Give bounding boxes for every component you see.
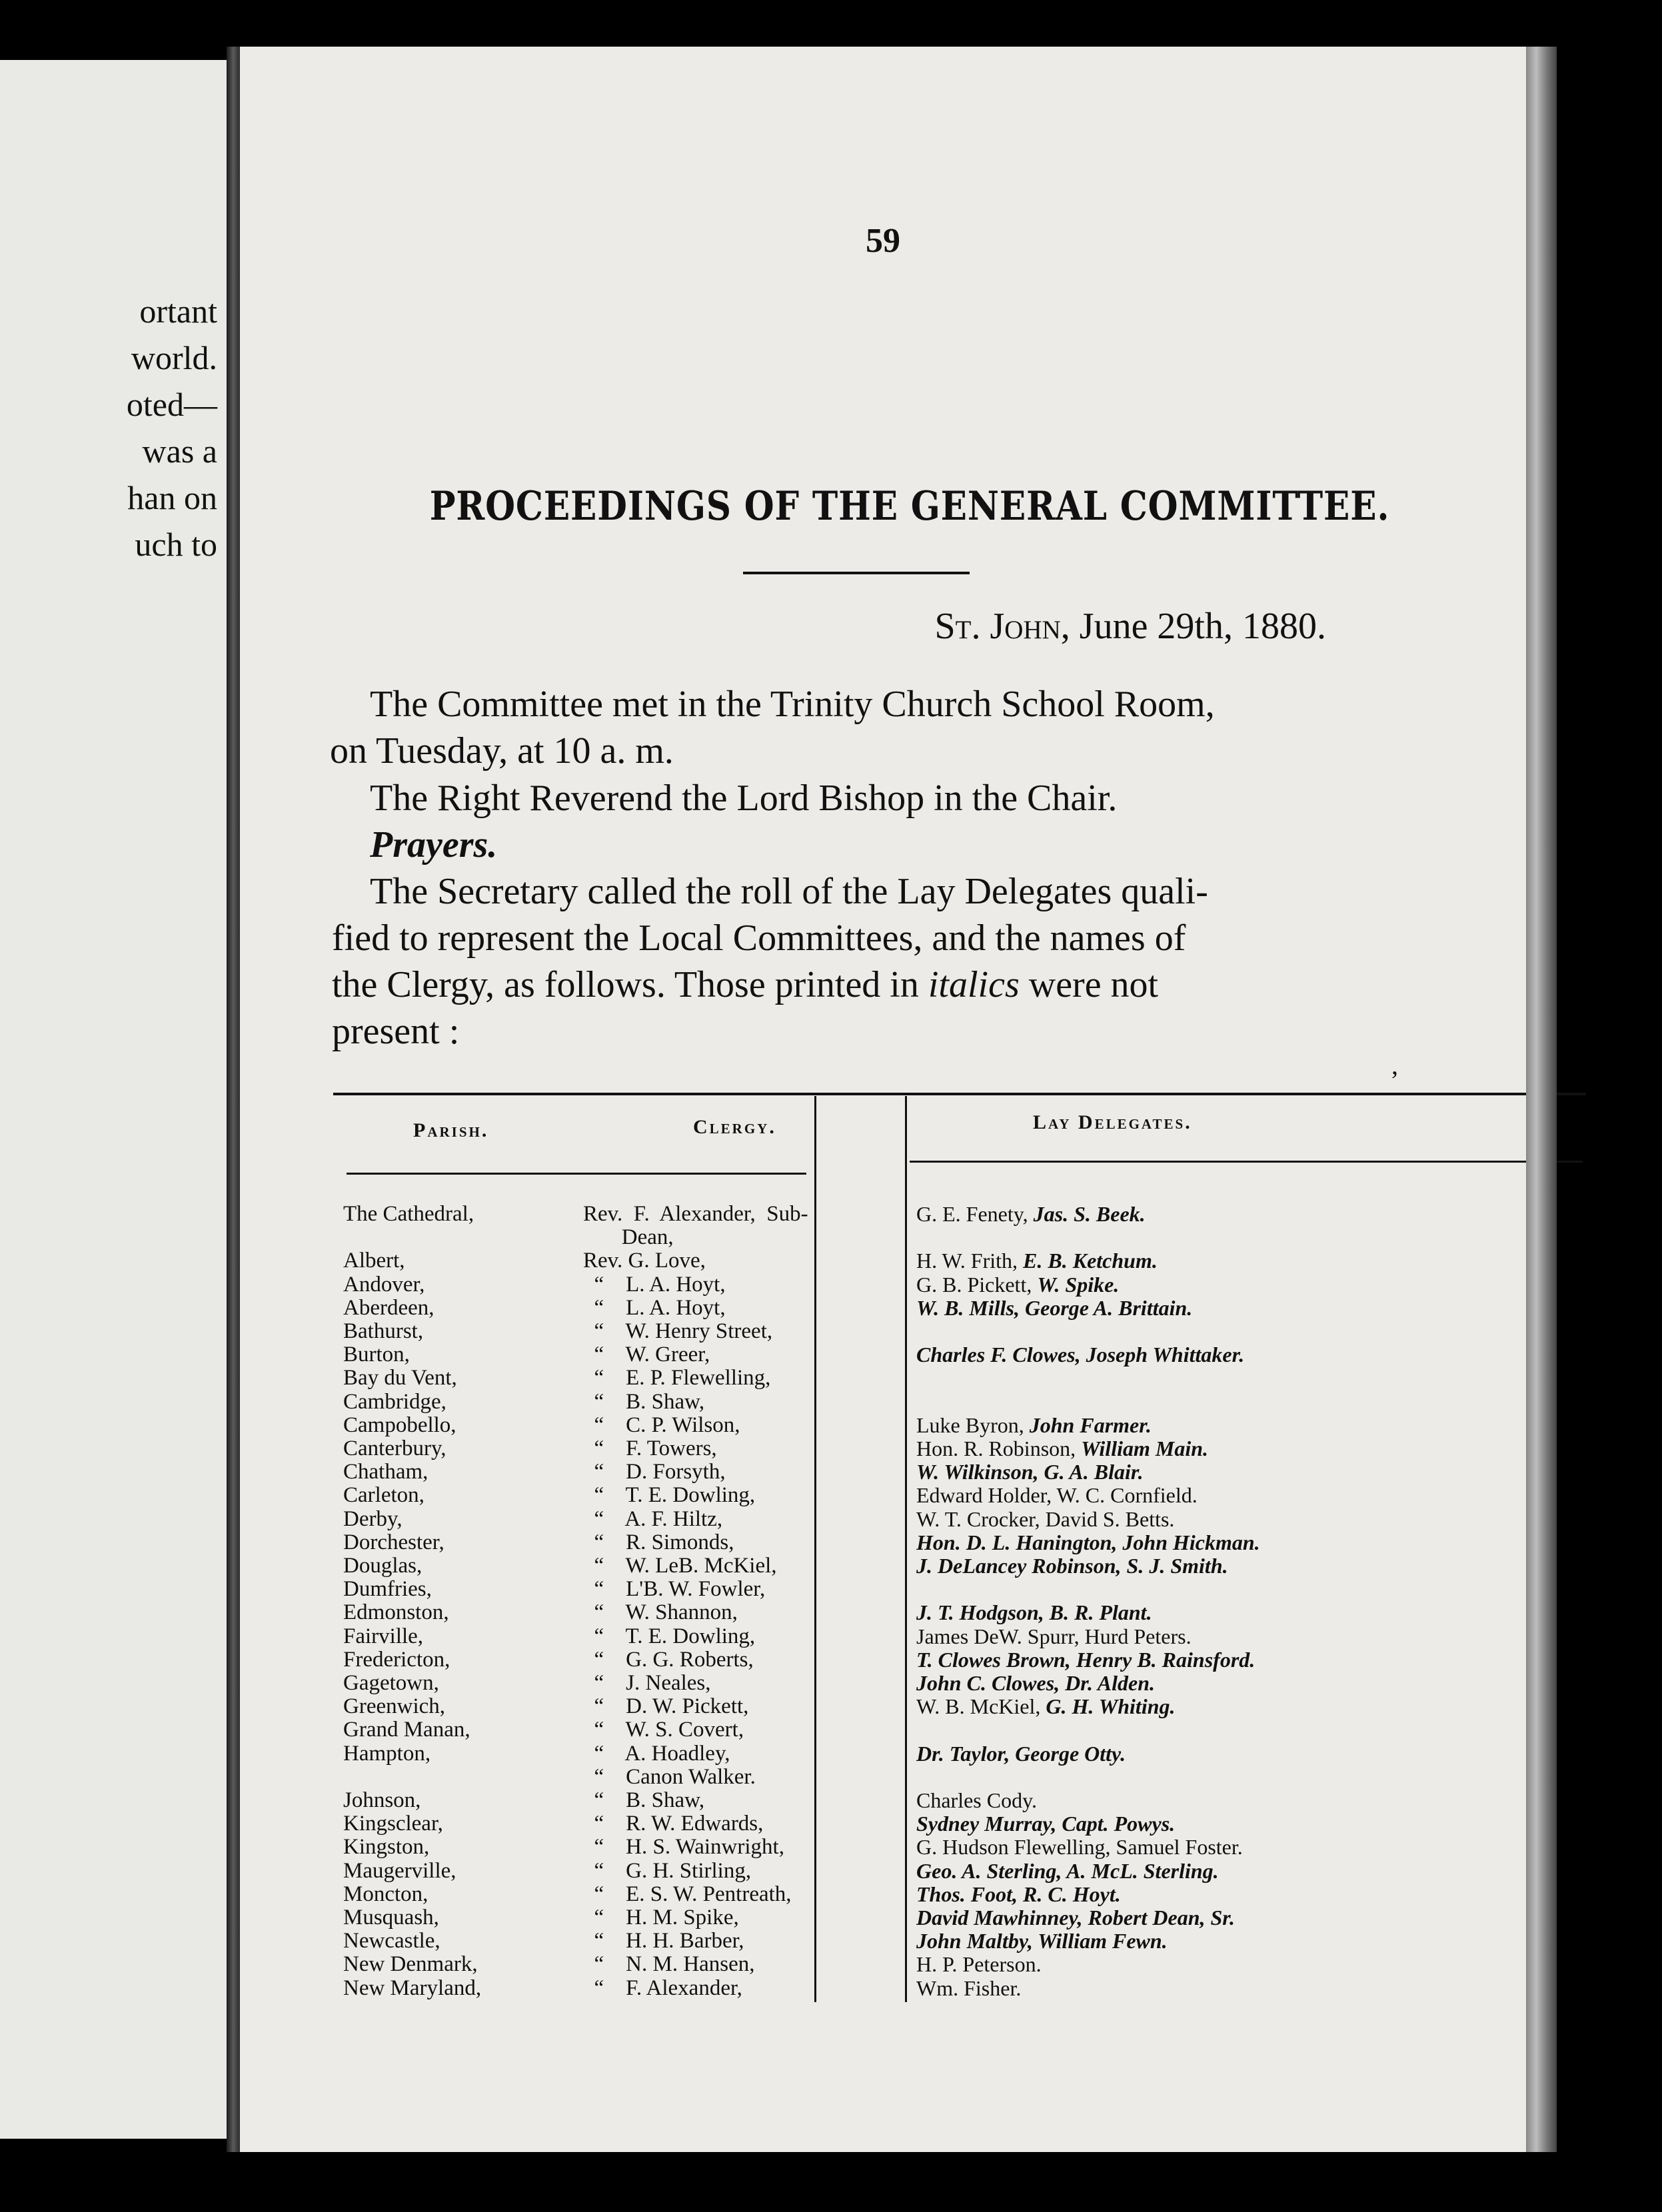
- parish-cell: New Denmark,: [343, 1952, 478, 1976]
- clergy-cell: “ D. Forsyth,: [583, 1460, 726, 1484]
- page-title: PROCEEDINGS OF THE GENERAL COMMITTEE.: [429, 483, 1390, 530]
- clergy-cell: “ A. Hoadley,: [583, 1742, 730, 1766]
- lay-delegate-present: H. W. Frith,: [916, 1249, 1024, 1273]
- lay-delegate-absent: W. B. Mills, George A. Brittain.: [916, 1296, 1193, 1320]
- lay-delegates-cell: [916, 1789, 1037, 1812]
- lay-delegates-cell: [916, 1508, 1174, 1531]
- column-header-lay-delegates: Lay Delegates.: [1033, 1111, 1192, 1133]
- clergy-cell: “ L. A. Hoyt,: [583, 1273, 726, 1297]
- facing-page: [0, 60, 232, 2139]
- parish-cell: Musquash,: [343, 1906, 439, 1930]
- clergy-cell: “ T. E. Dowling,: [583, 1483, 756, 1507]
- parish-cell: Andover,: [343, 1273, 425, 1297]
- lay-delegates-cell: [916, 1860, 1219, 1883]
- lay-delegate-absent: Sydney Murray, Capt. Powys.: [916, 1812, 1176, 1836]
- clergy-cell: “ L'B. W. Fowler,: [583, 1577, 766, 1601]
- clergy-cell: “ A. F. Hiltz,: [583, 1507, 723, 1531]
- lay-delegate-present: G. B. Pickett,: [916, 1273, 1038, 1297]
- lay-delegate-present: Wm. Fisher.: [916, 1976, 1022, 2000]
- lay-delegates-cell: [916, 1648, 1255, 1672]
- lay-delegates-cell: [916, 1249, 1158, 1273]
- clergy-cell: Dean,: [583, 1225, 674, 1249]
- parish-cell: Moncton,: [343, 1882, 428, 1906]
- parish-cell: Maugerville,: [343, 1859, 456, 1883]
- clergy-cell: “ E. P. Flewelling,: [583, 1366, 771, 1390]
- clergy-cell: “ W. Henry Street,: [583, 1319, 773, 1343]
- clergy-cell: “ W. S. Covert,: [583, 1718, 744, 1742]
- parish-cell: Burton,: [343, 1343, 410, 1367]
- lay-delegate-present: Hon. R. Robinson,: [916, 1436, 1082, 1460]
- parish-cell: Greenwich,: [343, 1694, 446, 1718]
- lay-delegate-absent: W. Wilkinson, G. A. Blair.: [916, 1460, 1144, 1484]
- parish-cell: Hampton,: [343, 1742, 431, 1766]
- lay-delegate-absent: J. DeLancey Robinson, S. J. Smith.: [916, 1554, 1228, 1578]
- lay-delegate-present: James DeW. Spurr, Hurd Peters.: [916, 1624, 1192, 1648]
- parish-cell: Albert,: [343, 1249, 405, 1273]
- parish-cell: Johnson,: [343, 1788, 421, 1812]
- parish-cell: Kingsclear,: [343, 1812, 443, 1836]
- clergy-cell: “ B. Shaw,: [583, 1788, 705, 1812]
- parish-cell: Carleton,: [343, 1483, 424, 1507]
- lay-delegates-cell: [916, 1203, 1146, 1226]
- clergy-cell: “ G. H. Stirling,: [583, 1859, 752, 1883]
- parish-cell: Cambridge,: [343, 1390, 446, 1414]
- page-number: 59: [866, 222, 900, 260]
- lay-delegates-cell: [916, 1672, 1155, 1695]
- page-edge: [1526, 47, 1557, 2152]
- lay-delegate-absent: William Main.: [1081, 1436, 1208, 1460]
- facing-text-fragment: oted—: [126, 386, 217, 423]
- parish-cell: Bay du Vent,: [343, 1366, 457, 1390]
- lay-delegates-cell: [916, 1836, 1243, 1859]
- lay-delegates-cell: [916, 1930, 1168, 1953]
- lay-delegate-present: H. P. Peterson.: [916, 1952, 1042, 1976]
- header-rule: [347, 1173, 806, 1175]
- parish-cell: Canterbury,: [343, 1436, 446, 1460]
- column-divider: [814, 1096, 816, 2002]
- clergy-cell: “ C. P. Wilson,: [583, 1413, 740, 1437]
- clergy-cell: “ W. LeB. McKiel,: [583, 1554, 777, 1578]
- facing-text-fragment: uch to: [135, 526, 217, 563]
- lay-delegate-present: W. T. Crocker, David S. Betts.: [916, 1507, 1175, 1531]
- book-gutter: [227, 47, 240, 2152]
- parish-cell: Grand Manan,: [343, 1718, 470, 1742]
- facing-text-fragment: ortant: [139, 292, 217, 330]
- lay-delegate-present: G. E. Fenety,: [916, 1202, 1034, 1226]
- lay-delegate-absent: E. B. Ketchum.: [1023, 1249, 1158, 1273]
- clergy-cell: “ N. M. Hansen,: [583, 1952, 755, 1976]
- lay-delegates-cell: [916, 1742, 1126, 1766]
- ink-mark: ,: [1391, 1050, 1398, 1080]
- parish-cell: Aberdeen,: [343, 1296, 434, 1320]
- parish-cell: Gagetown,: [343, 1671, 439, 1695]
- lay-delegates-cell: [916, 1437, 1208, 1460]
- clergy-cell: “ F. Towers,: [583, 1436, 717, 1460]
- clergy-cell: “ B. Shaw,: [583, 1390, 705, 1414]
- parish-cell: New Maryland,: [343, 1976, 482, 2000]
- lay-delegate-present: G. Hudson Flewelling, Samuel Foster.: [916, 1835, 1243, 1859]
- clergy-cell: “ J. Neales,: [583, 1671, 711, 1695]
- clergy-cell: “ T. E. Dowling,: [583, 1624, 756, 1648]
- column-header-clergy: Clergy.: [693, 1116, 776, 1138]
- lay-delegates-cell: [916, 1977, 1021, 2000]
- parish-cell: Dumfries,: [343, 1577, 432, 1601]
- lay-delegate-absent: T. Clowes Brown, Henry B. Rainsford.: [916, 1648, 1255, 1672]
- facing-text-fragment: han on: [127, 479, 217, 516]
- prayers-label: Prayers.: [370, 824, 498, 865]
- parish-cell: Fairville,: [343, 1624, 424, 1648]
- paragraph-line: The Right Reverend the Lord Bishop in the Chair.: [370, 778, 1118, 819]
- parish-cell: Kingston,: [343, 1835, 430, 1859]
- column-divider: [905, 1096, 907, 2002]
- lay-delegate-absent: Geo. A. Sterling, A. McL. Sterling.: [916, 1859, 1219, 1883]
- table-top-rule: [333, 1093, 1586, 1095]
- clergy-cell: “ H. H. Barber,: [583, 1929, 744, 1953]
- lay-delegate-absent: Hon. D. L. Hanington, John Hickman.: [916, 1530, 1260, 1554]
- lay-delegates-cell: [916, 1460, 1144, 1484]
- clergy-cell: “ H. M. Spike,: [583, 1906, 739, 1930]
- paragraph-line: fied to represent the Local Committees, and the names of: [332, 917, 1186, 959]
- lay-delegate-absent: John C. Clowes, Dr. Alden.: [916, 1671, 1156, 1695]
- parish-cell: The Cathedral,: [343, 1202, 474, 1226]
- paragraph-line: present :: [332, 1011, 460, 1052]
- lay-delegate-absent: John Farmer.: [1029, 1413, 1152, 1437]
- facing-text-fragment: was a: [142, 432, 217, 470]
- clergy-cell: “ L. A. Hoyt,: [583, 1296, 726, 1320]
- lay-delegate-absent: J. T. Hodgson, B. R. Plant.: [916, 1600, 1152, 1624]
- clergy-cell: “ E. S. W. Pentreath,: [583, 1882, 792, 1906]
- column-header-parish: Parish.: [413, 1119, 489, 1141]
- lay-delegate-absent: G. H. Whiting.: [1046, 1694, 1176, 1718]
- paragraph-text: were not: [1019, 964, 1159, 1005]
- paragraph-line: [332, 963, 1158, 1006]
- lay-delegates-cell: [916, 1297, 1192, 1320]
- paragraph-line: The Secretary called the roll of the Lay Delegates quali-: [370, 871, 1208, 912]
- paragraph-text: the Clergy, as follows. Those printed in: [332, 964, 928, 1005]
- parish-cell: Dorchester,: [343, 1530, 444, 1554]
- parish-cell: Edmonston,: [343, 1600, 449, 1624]
- lay-delegates-cell: [916, 1554, 1228, 1578]
- header-rule: [910, 1161, 1583, 1163]
- clergy-cell: “ Canon Walker.: [583, 1765, 756, 1789]
- parish-cell: Chatham,: [343, 1460, 428, 1484]
- paragraph-line: on Tuesday, at 10 a. m.: [330, 730, 674, 772]
- paragraph-line: The Committee met in the Trinity Church School Room,: [370, 684, 1215, 725]
- clergy-cell: Rev. F. Alexander, Sub-: [583, 1202, 808, 1226]
- dateline: [935, 605, 1326, 648]
- lay-delegates-cell: [916, 1695, 1176, 1718]
- lay-delegates-cell: [916, 1273, 1119, 1297]
- lay-delegates-cell: [916, 1883, 1121, 1906]
- lay-delegate-absent: John Maltby, William Fewn.: [916, 1929, 1168, 1953]
- lay-delegates-cell: [916, 1812, 1175, 1836]
- clergy-cell: “ D. W. Pickett,: [583, 1694, 749, 1718]
- lay-delegates-cell: [916, 1625, 1192, 1648]
- clergy-cell: “ W. Greer,: [583, 1343, 710, 1367]
- dateline-place: St. John: [934, 606, 1061, 647]
- clergy-cell: “ W. Shannon,: [583, 1600, 738, 1624]
- lay-delegate-absent: Charles F. Clowes, Joseph Whittaker.: [916, 1343, 1245, 1367]
- parish-cell: Fredericton,: [343, 1648, 450, 1672]
- clergy-cell: “ G. G. Roberts,: [583, 1648, 754, 1672]
- parish-cell: Derby,: [343, 1507, 403, 1531]
- lay-delegates-cell: [916, 1906, 1235, 1930]
- lay-delegates-cell: [916, 1531, 1260, 1554]
- lay-delegates-cell: [916, 1343, 1244, 1367]
- heading-rule: [743, 572, 970, 574]
- lay-delegate-absent: Jas. S. Beek.: [1033, 1202, 1146, 1226]
- lay-delegate-absent: W. Spike.: [1037, 1273, 1120, 1297]
- lay-delegate-present: Luke Byron,: [916, 1413, 1030, 1437]
- dateline-date: , June 29th, 1880.: [1060, 606, 1326, 647]
- parish-cell: Newcastle,: [343, 1929, 440, 1953]
- parish-cell: Douglas,: [343, 1554, 422, 1578]
- clergy-cell: “ H. S. Wainwright,: [583, 1835, 784, 1859]
- lay-delegates-cell: [916, 1601, 1152, 1624]
- clergy-cell: “ R. W. Edwards,: [583, 1812, 764, 1836]
- parish-cell: Campobello,: [343, 1413, 456, 1437]
- lay-delegates-cell: [916, 1484, 1198, 1507]
- italics-word: italics: [928, 964, 1020, 1005]
- clergy-cell: “ R. Simonds,: [583, 1530, 734, 1554]
- parish-cell: Bathurst,: [343, 1319, 424, 1343]
- document-page: [240, 47, 1526, 2152]
- lay-delegate-absent: David Mawhinney, Robert Dean, Sr.: [916, 1906, 1235, 1930]
- lay-delegate-present: W. B. McKiel,: [916, 1694, 1046, 1718]
- facing-text-fragment: world.: [131, 339, 217, 376]
- lay-delegates-cell: [916, 1414, 1152, 1437]
- lay-delegates-cell: [916, 1953, 1042, 1976]
- clergy-cell: Rev. G. Love,: [583, 1249, 706, 1273]
- lay-delegate-present: Edward Holder, W. C. Cornfield.: [916, 1483, 1198, 1507]
- lay-delegate-present: Charles Cody.: [916, 1788, 1038, 1812]
- clergy-cell: “ F. Alexander,: [583, 1976, 742, 2000]
- lay-delegate-absent: Thos. Foot, R. C. Hoyt.: [916, 1882, 1121, 1906]
- lay-delegate-absent: Dr. Taylor, George Otty.: [916, 1742, 1126, 1766]
